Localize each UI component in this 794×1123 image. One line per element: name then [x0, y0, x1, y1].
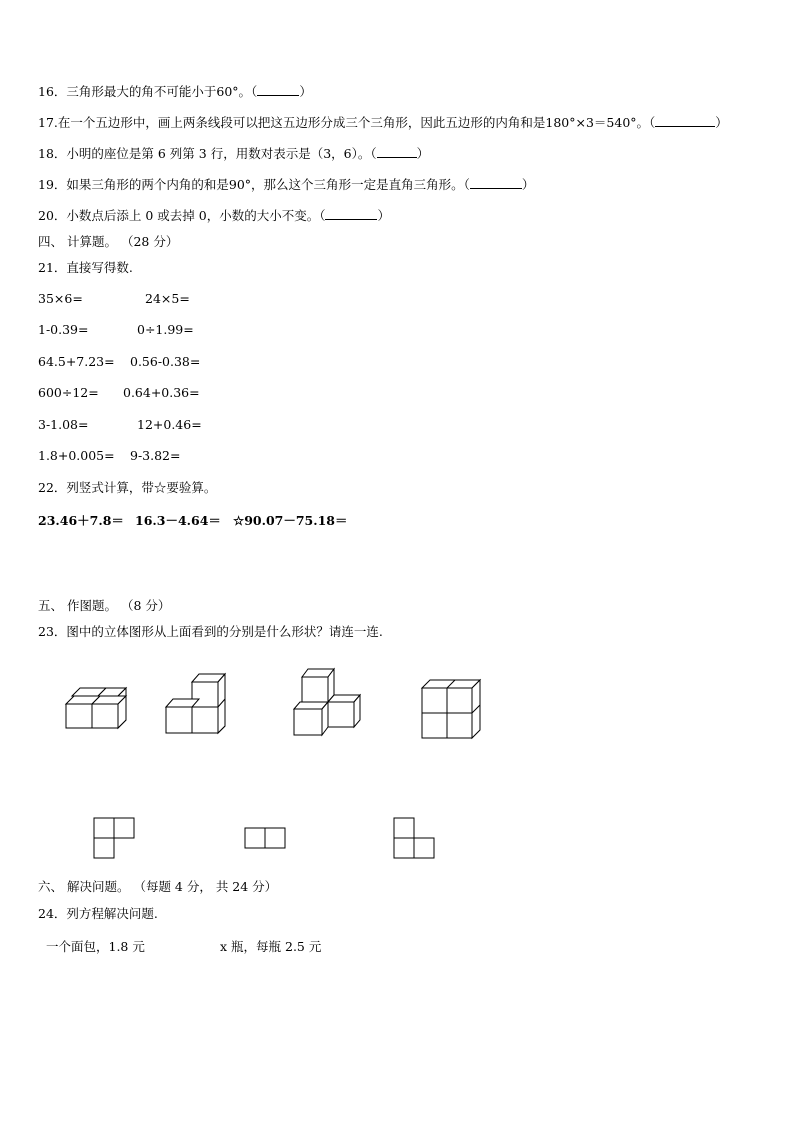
calc-item: 9-3.82=: [130, 448, 181, 463]
question-24-bottle-price: x 瓶，每瓶 2.5 元: [220, 939, 322, 954]
solid-figure-4[interactable]: [418, 674, 488, 742]
top-view-shape-1[interactable]: [92, 816, 138, 862]
answer-blank-18[interactable]: [377, 145, 417, 158]
answer-blank-20[interactable]: [325, 207, 377, 220]
vertical-calc-item: 23.46＋7.8＝: [38, 513, 124, 528]
question-21-title: 21．直接写得数.: [38, 260, 133, 275]
calc-item: 0÷1.99=: [137, 322, 194, 337]
question-19: 19．如果三角形的两个内角的和是90°，那么这个三角形一定是直角三角形。（ ）: [38, 177, 535, 192]
question-24-title: 24．列方程解决问题.: [38, 906, 158, 921]
question-19-text: 19．如果三角形的两个内角的和是90°，那么这个三角形一定是直角三角形。（: [38, 177, 470, 192]
answer-blank-16[interactable]: [257, 83, 299, 96]
question-18: 18．小明的座位是第 6 列第 3 行，用数对表示是（3，6）。（ ）: [38, 146, 430, 161]
question-20-text: 20．小数点后添上 0 或去掉 0，小数的大小不变。（: [38, 208, 326, 223]
question-23-title: 23．图中的立体图形从上面看到的分别是什么形状？请连一连.: [38, 624, 383, 639]
question-22-title: 22．列竖式计算，带☆要验算。: [38, 480, 217, 495]
section-5-title: 五、 作图题。 （8 分）: [38, 598, 171, 613]
calc-item: 35×6=: [38, 291, 83, 306]
question-17: 17.在一个五边形中，画上两条线段可以把这五边形分成三个三角形，因此五边形的内角和是180°×3＝540°。（ ）: [38, 115, 728, 130]
calc-item: 12+0.46=: [137, 417, 202, 432]
calc-item: 0.64+0.36=: [123, 385, 200, 400]
question-17-text: 17.在一个五边形中，画上两条线段可以把这五边形分成三个三角形，因此五边形的内角和是180°×3＝540°。（: [38, 115, 656, 130]
solid-figure-2[interactable]: [162, 670, 232, 736]
question-24-bread-price: 一个面包，1.8 元: [46, 939, 145, 954]
question-20: 20．小数点后添上 0 或去掉 0，小数的大小不变。（ ）: [38, 208, 390, 223]
question-16: 16．三角形最大的角不可能小于60°。（ ）: [38, 84, 312, 99]
calc-item: 1.8+0.005=: [38, 448, 115, 463]
question-16-text: 16．三角形最大的角不可能小于60°。（: [38, 84, 258, 99]
answer-blank-19[interactable]: [470, 176, 522, 189]
section-6-title: 六、 解决问题。 （每题 4 分， 共 24 分）: [38, 879, 278, 894]
section-4-title: 四、 计算题。 （28 分）: [38, 234, 179, 249]
calc-item: 1-0.39=: [38, 322, 89, 337]
vertical-calc-item: 16.3－4.64＝: [135, 513, 221, 528]
top-view-shape-2[interactable]: [243, 826, 289, 852]
calc-item: 3-1.08=: [38, 417, 89, 432]
calc-item: 24×5=: [145, 291, 190, 306]
solid-figure-3[interactable]: [288, 665, 368, 740]
vertical-calc-item: ☆90.07－75.18＝: [233, 513, 348, 528]
calc-item: 64.5+7.23=: [38, 354, 115, 369]
question-18-text: 18．小明的座位是第 6 列第 3 行，用数对表示是（3，6）。（: [38, 146, 377, 161]
top-view-shape-3[interactable]: [392, 816, 438, 862]
calc-item: 600÷12=: [38, 385, 99, 400]
solid-figure-1[interactable]: [60, 680, 135, 735]
calc-item: 0.56-0.38=: [130, 354, 201, 369]
answer-blank-17[interactable]: [655, 114, 715, 127]
